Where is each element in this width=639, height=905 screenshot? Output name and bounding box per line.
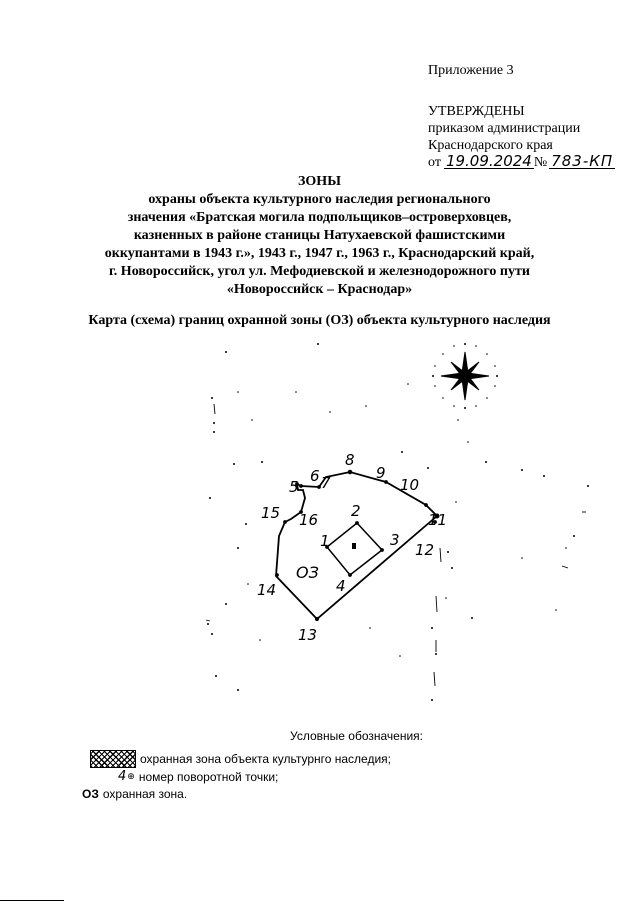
point-label-2: 2 (351, 502, 361, 520)
point-label-9: 9 (376, 464, 386, 482)
point-label-12: 12 (415, 541, 435, 559)
title-line-2: охраны объекта культурного наследия регионального (148, 192, 491, 207)
point-label-10: 10 (400, 476, 420, 494)
legend-point-sample: 4 (118, 769, 127, 784)
title-line-5: оккупантами в 1943 г.», 1943 г., 1947 г., 1963 г., Краснодарский край, (104, 246, 535, 261)
order-from-label: от (428, 155, 441, 170)
order-number: 783-КП (551, 152, 614, 170)
title-line-7: «Новороссийск – Краснодар» (226, 282, 413, 297)
point-label-11: 11 (428, 511, 448, 529)
point-label-7: 7 (321, 474, 331, 492)
order-line-1: приказом администрации (428, 121, 581, 136)
zone-label-oz: ОЗ (296, 563, 319, 582)
title-line-6: г. Новороссийск, угол ул. Мефодиевской и железнодорожного пути (109, 264, 530, 279)
legend-oz-text: охранная зона. (102, 787, 188, 801)
title-line-1: ЗОНЫ (298, 174, 341, 189)
monument-marker-icon (352, 543, 356, 549)
point-label-13: 13 (298, 626, 318, 644)
legend-oz-abbr: ОЗ (82, 787, 99, 801)
point-label-1: 1 (320, 532, 330, 550)
legend-heading: Условные обозначения: (290, 729, 423, 743)
title-line-4: казненных в районе станицы Натухаевской фашистскими (133, 228, 506, 243)
point-label-5: 5 (289, 478, 299, 496)
protection-zone-boundary (276, 472, 437, 619)
legend-row-zone (90, 750, 391, 768)
point-label-3: 3 (390, 531, 400, 549)
appendix-label: Приложение 3 (428, 63, 514, 78)
map-title: Карта (схема) границ охранной зоны (ОЗ) объекта культурного наследия (88, 313, 551, 328)
map-background-specks (207, 343, 589, 701)
order-line-2: Краснодарского края (428, 138, 553, 153)
compass-rose-icon (432, 343, 498, 409)
point-label-8: 8 (345, 451, 355, 469)
point-label-16: 16 (299, 511, 319, 529)
legend-point-text: номер поворотной точки; (138, 769, 279, 784)
title-line-3: значения «Братская могила подпольщиков–островерховцев, (127, 210, 512, 225)
point-label-15: 15 (261, 504, 281, 522)
point-label-6: 6 (310, 467, 320, 485)
point-label-14: 14 (257, 581, 277, 599)
vertex-symbol-icon: ⊕ (127, 771, 135, 781)
order-number-sign: № (533, 155, 548, 170)
legend-row-point (118, 769, 278, 784)
footnote-divider (0, 900, 64, 901)
approved-heading: УТВЕРЖДЕНЫ (428, 104, 525, 119)
point-label-4: 4 (336, 577, 346, 595)
order-date: 19.09.2024 (445, 152, 532, 170)
legend-row-oz (82, 787, 187, 801)
zone-hatch-swatch-icon (90, 750, 136, 768)
legend-zone-text: охранная зона объекта культурнго наследия; (140, 752, 392, 766)
